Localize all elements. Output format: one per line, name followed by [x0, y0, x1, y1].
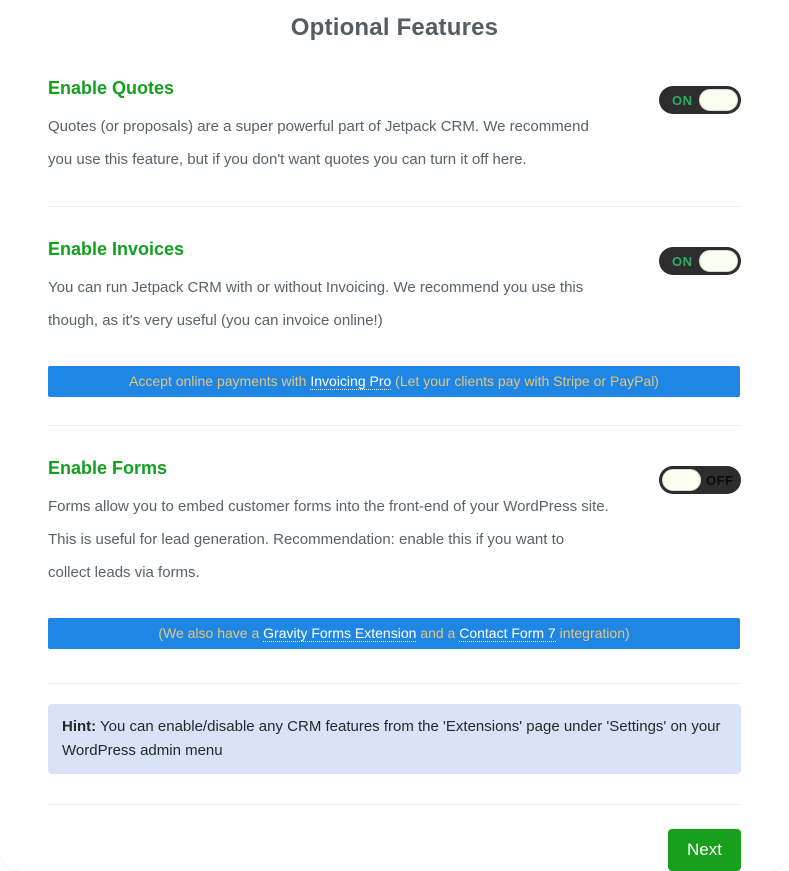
invoices-toggle-state-label: ON	[672, 253, 693, 269]
quotes-description: Quotes (or proposals) are a super powerful part of Jetpack CRM. We recommend you use this feature, but if you don't want quotes you can turn it off here.	[48, 118, 589, 168]
hint-box	[48, 704, 741, 774]
toggle-knob	[699, 89, 738, 111]
divider	[48, 206, 741, 207]
invoicing-pro-link[interactable]: Invoicing Pro	[310, 373, 392, 389]
feature-section-quotes	[48, 78, 741, 176]
next-button[interactable]: Next	[668, 829, 741, 871]
divider	[48, 804, 741, 805]
invoices-heading: Enable Invoices	[48, 239, 185, 259]
toggle-knob	[662, 469, 701, 491]
banner-text: and a	[416, 625, 460, 641]
forms-heading: Enable Forms	[48, 458, 168, 478]
invoices-description: You can run Jetpack CRM with or without Invoicing. We recommend you use this though, as it's very useful (you can invoice online!)	[48, 279, 584, 329]
forms-toggle-state-label: OFF	[706, 472, 734, 488]
contact-form-7-link[interactable]: Contact Form 7	[459, 625, 556, 641]
feature-section-forms	[48, 458, 741, 589]
invoices-toggle[interactable]	[659, 247, 741, 275]
invoicing-pro-banner	[48, 366, 740, 397]
quotes-heading: Enable Quotes	[48, 78, 175, 98]
forms-integrations-banner	[48, 618, 740, 649]
banner-text: integration)	[555, 625, 630, 641]
quotes-toggle[interactable]	[659, 86, 741, 114]
forms-toggle[interactable]	[659, 466, 741, 494]
forms-description: Forms allow you to embed customer forms into the front-end of your WordPress site. This is useful for lead generation. Recommendation: enable this if you want to collect leads via forms.	[48, 498, 609, 581]
divider	[48, 425, 741, 426]
banner-text: (Let your clients pay with Stripe or PayPal)	[391, 373, 659, 389]
quotes-toggle-state-label: ON	[672, 92, 693, 108]
divider	[48, 683, 741, 684]
toggle-knob	[699, 250, 738, 272]
page-title: Optional Features	[290, 14, 499, 41]
gravity-forms-extension-link[interactable]: Gravity Forms Extension	[263, 625, 417, 641]
feature-section-invoices	[48, 239, 741, 337]
hint-text: You can enable/disable any CRM features from the 'Extensions' page under 'Settings' on your WordPress admin menu	[62, 718, 721, 759]
hint-label: Hint:	[62, 718, 97, 735]
banner-text: Accept online payments with	[129, 373, 311, 389]
banner-text: (We also have a	[158, 625, 264, 641]
